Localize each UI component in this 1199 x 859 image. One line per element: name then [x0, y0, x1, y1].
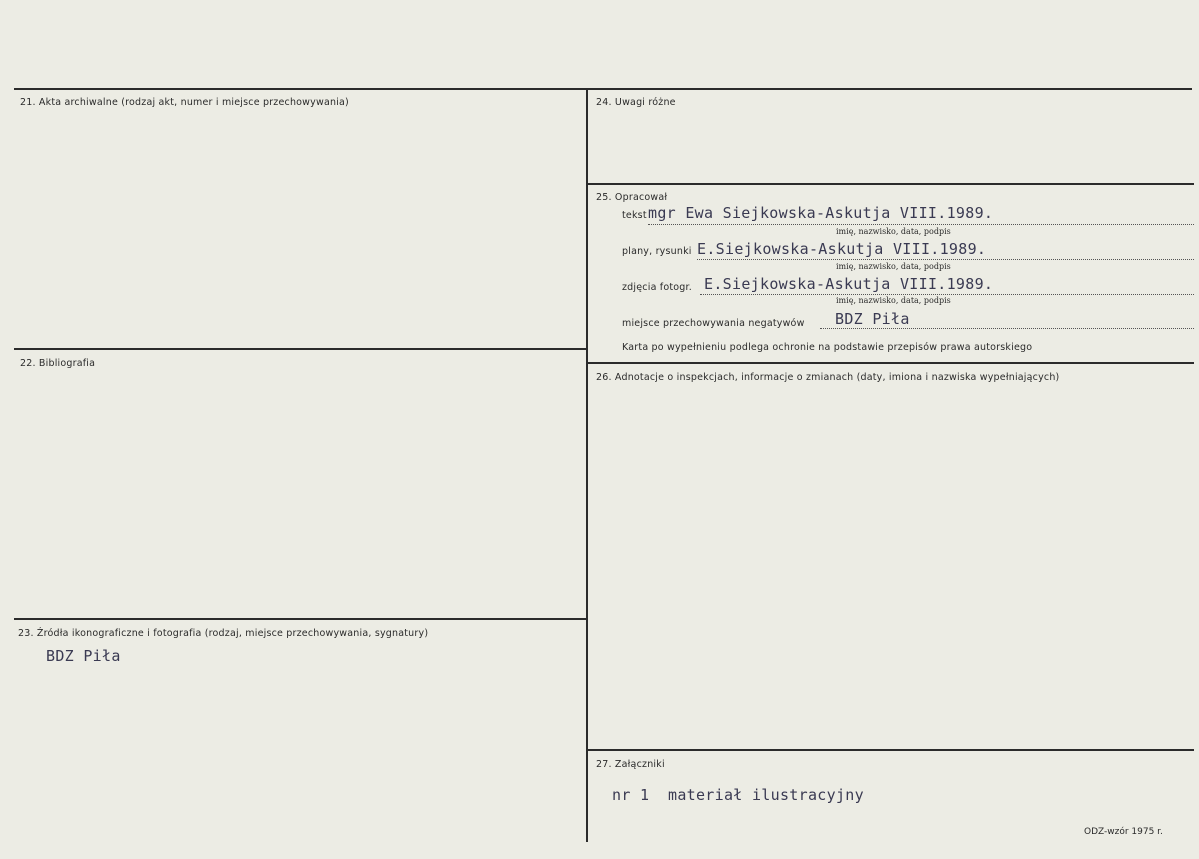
- divider-26-27: [588, 749, 1194, 751]
- divider-21-22: [14, 348, 586, 350]
- section-21-label: 21. Akta archiwalne (rodzaj akt, numer i miejsce przechowywania): [20, 97, 349, 108]
- photos-author-label: zdjęcia fotogr.: [622, 282, 692, 293]
- signature-caption-3: imię, nazwisko, data, podpis: [836, 296, 951, 305]
- text-author-label: tekst: [622, 210, 647, 221]
- negatives-label: miejsce przechowywania negatywów: [622, 318, 805, 329]
- section-22-label: 22. Bibliografia: [20, 358, 96, 369]
- photos-author-line: [700, 294, 1194, 295]
- divider-22-23: [14, 618, 586, 620]
- section-27-value: nr 1 materiał ilustracyjny: [612, 786, 864, 804]
- plans-author-value: E.Siejkowska-Askutja VIII.1989.: [697, 240, 987, 258]
- plans-author-label: plany, rysunki: [622, 246, 692, 257]
- plans-author-line: [697, 259, 1194, 260]
- negatives-value: BDZ Piła: [835, 310, 910, 328]
- text-author-value: mgr Ewa Siejkowska-Askutja VIII.1989.: [648, 204, 994, 222]
- section-25-label: 25. Opracował: [596, 192, 668, 203]
- section-23-label: 23. Źródła ikonograficzne i fotografia (rodzaj, miejsce przechowywania, sygnatury): [18, 628, 429, 639]
- form-template-footer: ODZ-wzór 1975 r.: [1084, 827, 1163, 837]
- protection-note: Karta po wypełnieniu podlega ochronie na podstawie przepisów prawa autorskiego: [622, 342, 1033, 353]
- signature-caption-1: imię, nazwisko, data, podpis: [836, 227, 951, 236]
- center-divider-line: [586, 90, 588, 842]
- text-author-line: [648, 224, 1194, 225]
- section-24-label: 24. Uwagi różne: [596, 97, 676, 108]
- section-23-value: BDZ Piła: [46, 647, 121, 665]
- section-26-label: 26. Adnotacje o inspekcjach, informacje o zmianach (daty, imiona i nazwiska wypełniających): [596, 372, 1060, 383]
- divider-24-25: [588, 183, 1194, 185]
- negatives-line: [820, 328, 1194, 329]
- section-27-label: 27. Załączniki: [596, 759, 665, 770]
- signature-caption-2: imię, nazwisko, data, podpis: [836, 262, 951, 271]
- divider-25-26: [588, 362, 1194, 364]
- photos-author-value: E.Siejkowska-Askutja VIII.1989.: [704, 275, 994, 293]
- top-border-line: [14, 88, 1192, 90]
